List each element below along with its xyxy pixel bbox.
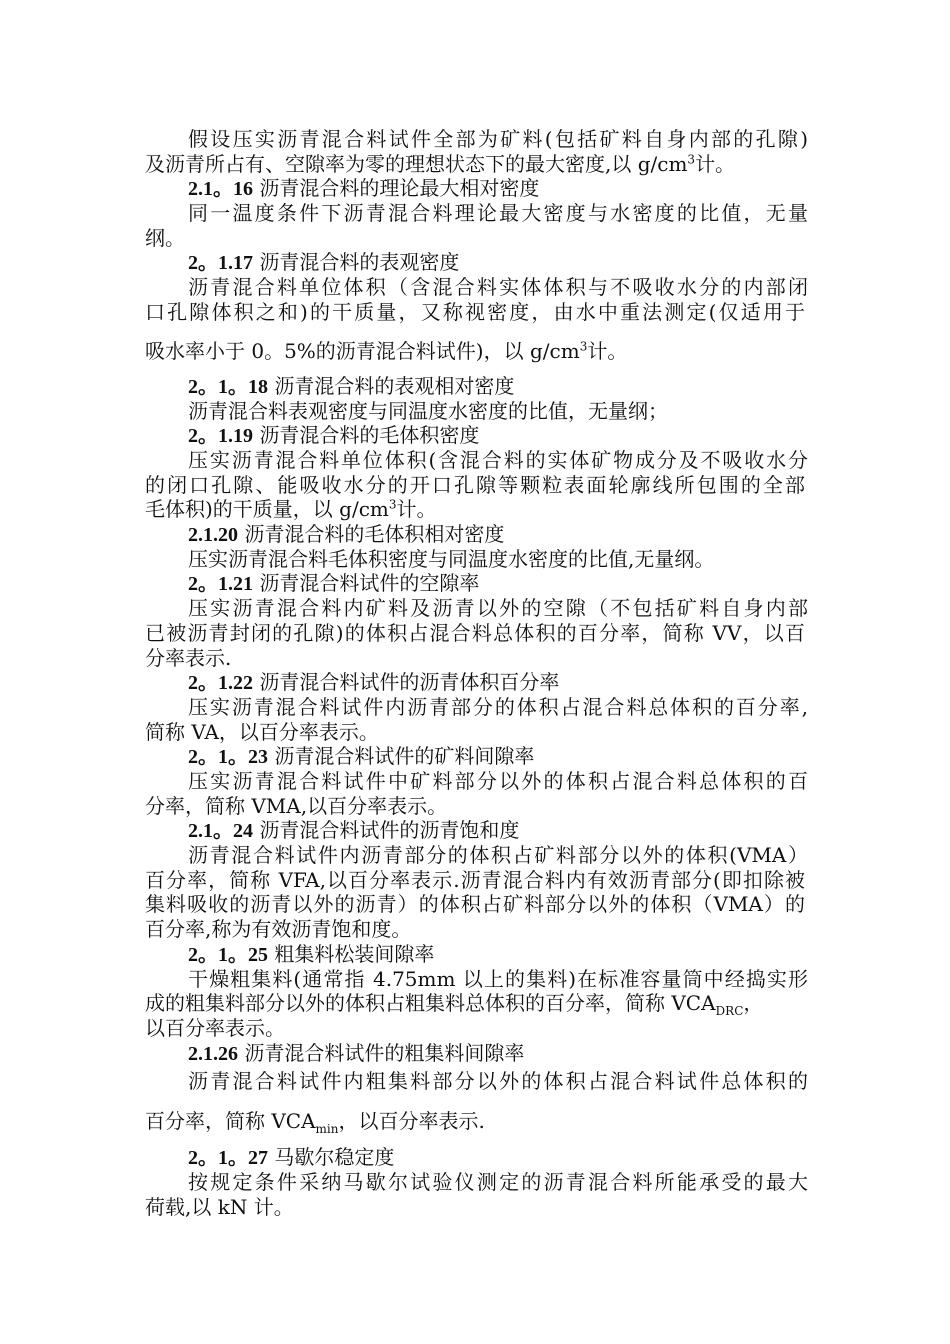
text-run: 计。 xyxy=(695,152,736,176)
section-title: 沥青混合料的毛体积密度 xyxy=(259,423,480,447)
section-number: 2。1.21 xyxy=(188,573,253,595)
section-number: 2。1.22 xyxy=(188,672,253,694)
text-run: 及沥青所占有、空隙率为零的理想状态下的最大密度,以 g/cm xyxy=(145,152,688,176)
section-heading xyxy=(188,1144,808,1170)
section-heading xyxy=(188,570,808,596)
section-number: 2.1。16 xyxy=(188,178,253,200)
paragraph-line xyxy=(145,990,805,1016)
section-heading xyxy=(188,373,808,399)
text-run: 吸水率小于 0。5%的沥青混合料试件)，以 g/cm xyxy=(145,339,580,363)
section-number: 2.1.20 xyxy=(188,524,238,546)
paragraph-line: 压实沥青混合料内矿料及沥青以外的空隙（不包括矿料自身内部 xyxy=(188,596,808,620)
section-number: 2。1.19 xyxy=(188,425,253,447)
section-title: 沥青混合料的毛体积相对密度 xyxy=(244,522,505,546)
paragraph-line: 压实沥青混合料试件内沥青部分的体积占混合料总体积的百分率, xyxy=(188,695,808,719)
paragraph-line: 集料吸收的沥青以外的沥青）的体积占矿料部分以外的体积（VMA）的 xyxy=(145,892,805,916)
section-heading xyxy=(188,422,808,448)
paragraph-line: 的闭口孔隙、能吸收水分的开口孔隙等颗粒表面轮廓线所包围的全部 xyxy=(145,473,805,497)
section-title: 马歇尔稳定度 xyxy=(274,1145,395,1169)
section-heading xyxy=(188,1040,808,1066)
paragraph-line: 压实沥青混合料毛体积密度与同温度水密度的比值,无量纲。 xyxy=(188,547,715,571)
paragraph-line: 沥青混合料单位体积（含混合料实体体积与不吸收水分的内部闭 xyxy=(188,275,808,299)
paragraph-line: 纲。 xyxy=(145,226,185,250)
section-heading xyxy=(188,669,808,695)
section-title: 粗集料松装间隙率 xyxy=(274,942,435,966)
section-title: 沥青混合料试件的沥青体积百分率 xyxy=(259,670,560,694)
paragraph-line: 假设压实沥青混合料试件全部为矿料(包括矿料自身内部的孔隙) xyxy=(188,127,808,151)
paragraph-line: 干燥粗集料(通常指 4.75mm 以上的集料)在标准容量筒中经捣实形 xyxy=(188,967,808,991)
paragraph-line: 沥青混合料试件内沥青部分的体积占矿料部分以外的体积(VMA） xyxy=(188,843,808,867)
section-title: 沥青混合料的理论最大相对密度 xyxy=(259,176,540,200)
superscript: 3 xyxy=(579,339,588,354)
paragraph-line xyxy=(145,338,805,364)
paragraph-line: 以百分率表示。 xyxy=(145,1016,285,1040)
superscript: 3 xyxy=(388,497,397,512)
section-number: 2。1。18 xyxy=(188,376,268,398)
paragraph-line: 百分率，简称 VFA,以百分率表示.沥青混合料内有效沥青部分(即扣除被 xyxy=(145,868,805,892)
paragraph-line xyxy=(145,496,805,522)
text-run: ，以百分率表示. xyxy=(338,1109,485,1133)
section-heading xyxy=(188,249,808,275)
section-number: 2.1.26 xyxy=(188,1043,238,1065)
section-number: 2.1。24 xyxy=(188,820,253,842)
paragraph-line: 沥青混合料表观密度与同温度水密度的比值，无量纲； xyxy=(188,399,668,423)
section-title: 沥青混合料的表观密度 xyxy=(259,250,460,274)
section-title: 沥青混合料试件的空隙率 xyxy=(259,571,480,595)
section-heading xyxy=(188,175,808,201)
subscript: DRC xyxy=(715,1004,744,1016)
section-number: 2。1.17 xyxy=(188,252,253,274)
text-run: 成的粗集料部分以外的体积占粗集料总体积的百分率，简称 VCA xyxy=(145,991,716,1015)
section-number: 2。1。27 xyxy=(188,1147,268,1169)
section-title: 沥青混合料试件的沥青饱和度 xyxy=(259,818,520,842)
section-heading xyxy=(188,817,808,843)
paragraph-line: 沥青混合料试件内粗集料部分以外的体积占混合料试件总体积的 xyxy=(188,1069,808,1093)
text-run: 计。 xyxy=(396,497,437,521)
text-run: 计。 xyxy=(587,339,628,363)
paragraph-line: 压实沥青混合料单位体积(含混合料的实体矿物成分及不吸收水分 xyxy=(188,448,808,472)
section-heading xyxy=(188,743,808,769)
paragraph-line xyxy=(145,151,805,177)
section-number: 2。1。23 xyxy=(188,746,268,768)
paragraph-line xyxy=(145,1108,805,1134)
paragraph-line: 口孔隙体积之和)的干质量，又称视密度，由水中重法测定(仅适用于 xyxy=(145,300,805,324)
paragraph-line: 分率表示. xyxy=(145,646,232,670)
paragraph-line: 百分率,称为有效沥青饱和度。 xyxy=(145,917,412,941)
paragraph-line: 已被沥青封闭的孔隙)的体积占混合料总体积的百分率，简称 VV，以百 xyxy=(145,621,805,645)
paragraph-line: 同一温度条件下沥青混合料理论最大密度与水密度的比值，无量 xyxy=(188,201,808,225)
section-title: 沥青混合料试件的矿料间隙率 xyxy=(274,744,535,768)
paragraph-line: 压实沥青混合料试件中矿料部分以外的体积占混合料总体积的百 xyxy=(188,769,808,793)
paragraph-line: 荷载,以 kN 计。 xyxy=(145,1195,294,1219)
text-run: ， xyxy=(743,991,764,1015)
section-heading xyxy=(188,941,808,967)
superscript: 3 xyxy=(687,152,696,167)
paragraph-line: 按规定条件采纳马歇尔试验仪测定的沥青混合料所能承受的最大 xyxy=(188,1170,808,1194)
section-number: 2。1。25 xyxy=(188,944,268,966)
subscript: min xyxy=(315,1122,339,1134)
section-title: 沥青混合料的表观相对密度 xyxy=(274,374,515,398)
text-run: 百分率，简称 VCA xyxy=(145,1109,316,1133)
text-run: 毛体积)的干质量，以 g/cm xyxy=(145,497,389,521)
section-title: 沥青混合料试件的粗集料间隙率 xyxy=(244,1041,525,1065)
paragraph-line: 分率，简称 VMA,以百分率表示。 xyxy=(145,794,448,818)
paragraph-line: 简称 VA，以百分率表示。 xyxy=(145,720,379,744)
section-heading xyxy=(188,521,808,547)
